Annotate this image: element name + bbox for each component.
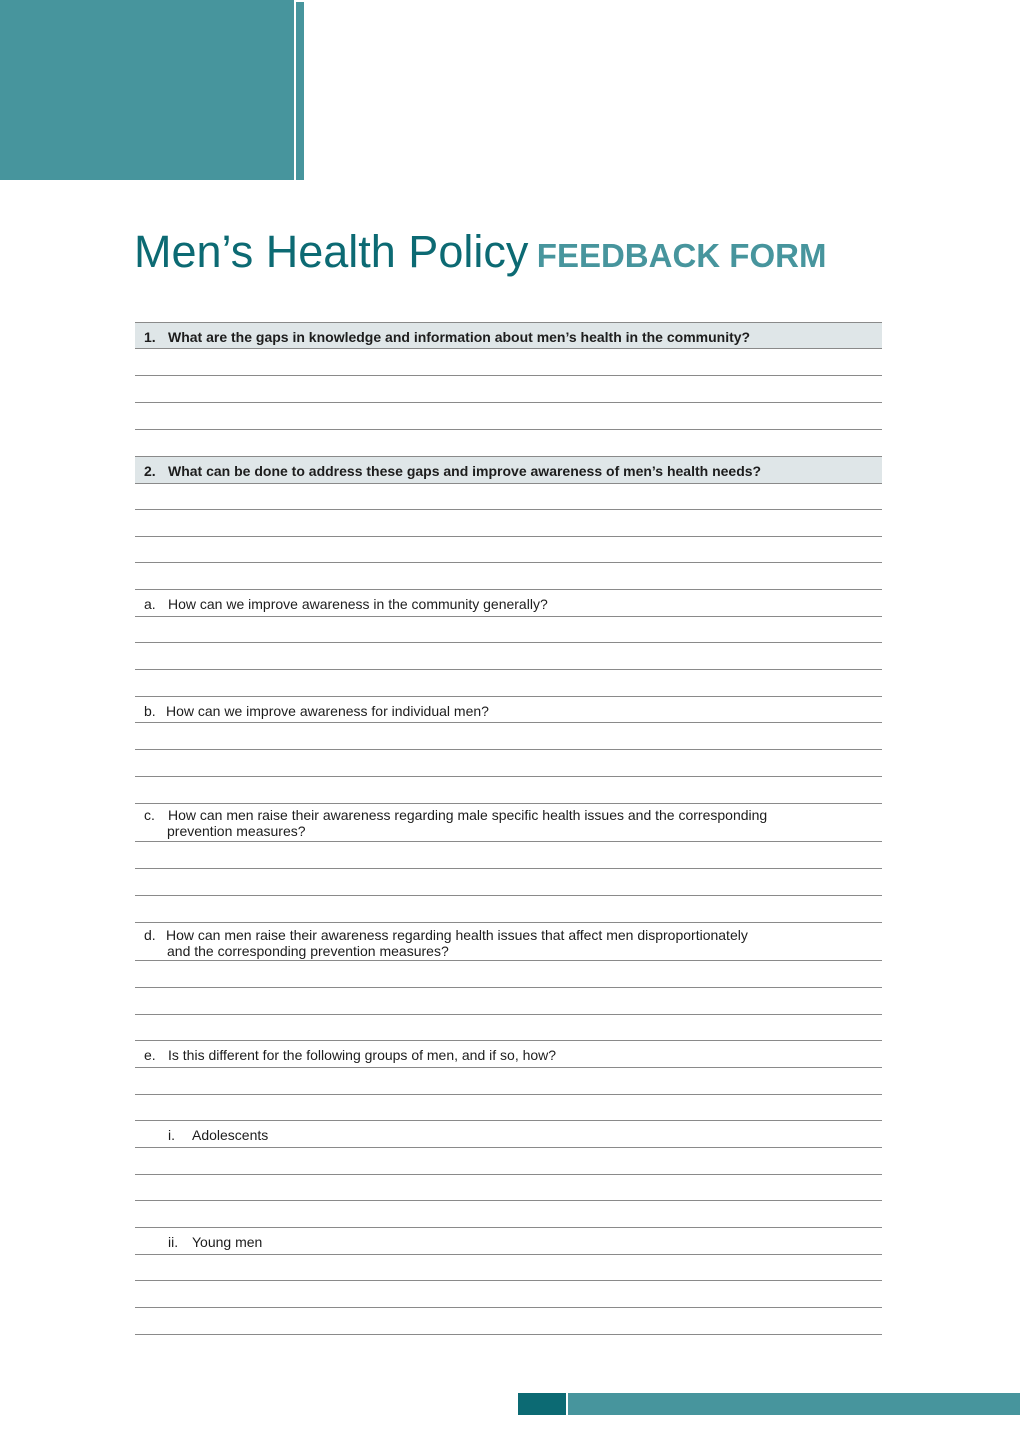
question-2d: d. How can men raise their awareness regarding health issues that affect men disproportionately and the corresponding prevention measures?	[144, 927, 748, 959]
answer-line[interactable]	[135, 987, 882, 988]
question-2b: b. How can we improve awareness for individual men?	[144, 703, 489, 719]
answer-line[interactable]	[135, 1254, 882, 1255]
question-2e: e. Is this different for the following groups of men, and if so, how?	[144, 1047, 557, 1063]
answer-line[interactable]	[135, 803, 882, 804]
answer-line[interactable]	[135, 1147, 882, 1148]
answer-line[interactable]	[135, 375, 882, 376]
question-2c: c. How can men raise their awareness regarding male specific health issues and the corresponding prevention measures?	[144, 807, 768, 839]
answer-line[interactable]	[135, 1334, 882, 1335]
footer-bar-light	[568, 1393, 1020, 1415]
answer-line[interactable]	[135, 722, 882, 723]
answer-line[interactable]	[135, 589, 882, 590]
title-feedback-form: FEEDBACK FORM	[536, 237, 827, 274]
answer-line[interactable]	[135, 922, 882, 923]
header-color-block	[0, 0, 294, 180]
question-1: 1. What are the gaps in knowledge and information about men’s health in the community?	[144, 329, 751, 345]
answer-line[interactable]	[135, 562, 882, 563]
answer-line[interactable]	[135, 669, 882, 670]
answer-line[interactable]	[135, 429, 882, 430]
answer-line[interactable]	[135, 1120, 882, 1121]
answer-line[interactable]	[135, 895, 882, 896]
question-2e-i: i. Adolescents	[168, 1127, 269, 1143]
answer-line[interactable]	[135, 1307, 882, 1308]
answer-line[interactable]	[135, 960, 882, 961]
answer-line[interactable]	[135, 696, 882, 697]
answer-line[interactable]	[135, 1200, 882, 1201]
answer-line[interactable]	[135, 1174, 882, 1175]
answer-line[interactable]	[135, 776, 882, 777]
answer-line[interactable]	[135, 841, 882, 842]
title-main: Men’s Health Policy	[134, 226, 529, 277]
question-2e-ii: ii. Young men	[168, 1234, 263, 1250]
page-title	[134, 226, 826, 278]
answer-line[interactable]	[135, 868, 882, 869]
answer-line[interactable]	[135, 509, 882, 510]
question-2a: a. How can we improve awareness in the community generally?	[144, 596, 548, 612]
answer-line[interactable]	[135, 402, 882, 403]
answer-line[interactable]	[135, 1227, 882, 1228]
answer-line[interactable]	[135, 749, 882, 750]
answer-line[interactable]	[135, 1040, 882, 1041]
header-color-stripe	[296, 2, 304, 180]
answer-line[interactable]	[135, 1067, 882, 1068]
answer-line[interactable]	[135, 616, 882, 617]
answer-line[interactable]	[135, 642, 882, 643]
answer-line[interactable]	[135, 536, 882, 537]
answer-line[interactable]	[135, 1280, 882, 1281]
footer-bar-dark	[518, 1393, 566, 1415]
question-2: 2. What can be done to address these gaps and improve awareness of men’s health needs?	[144, 463, 762, 479]
answer-line[interactable]	[135, 1014, 882, 1015]
answer-line[interactable]	[135, 1094, 882, 1095]
